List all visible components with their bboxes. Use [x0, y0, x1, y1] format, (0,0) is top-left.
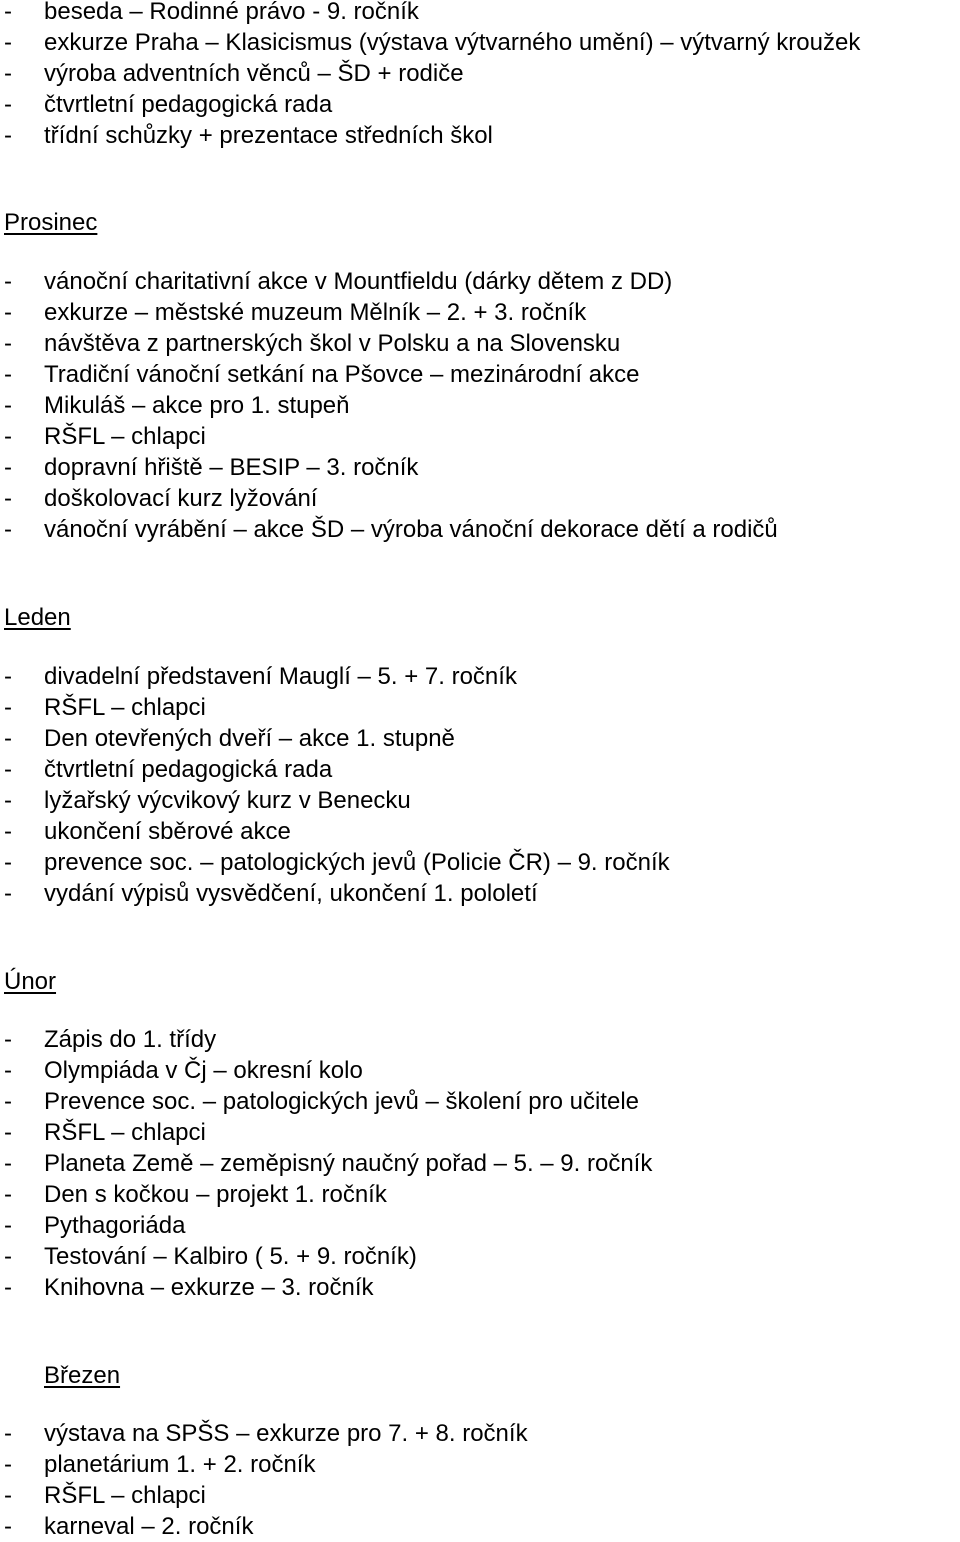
list-item-text: návštěva z partnerských škol v Polsku a na Slovensku — [44, 330, 621, 357]
list-item-text: RŠFL – chlapci — [44, 694, 206, 721]
list-item-text: exkurze – městské muzeum Mělník – 2. + 3. ročník — [44, 299, 587, 326]
list-item-text: ukončení sběrové akce — [44, 818, 291, 845]
section-heading-unor: Únor — [4, 968, 57, 995]
list-item-text: lyžařský výcvikový kurz v Benecku — [44, 787, 411, 814]
list-item-text: divadelní představení Mauglí – 5. + 7. ročník — [44, 663, 517, 690]
list-item-text: Den otevřených dveří – akce 1. stupně — [44, 725, 455, 752]
bullet-dash: - — [4, 694, 12, 721]
bullet-dash: - — [4, 1482, 12, 1509]
list-item-text: Prevence soc. – patologických jevů – školení pro učitele — [44, 1088, 639, 1115]
bullet-dash: - — [4, 361, 12, 388]
list-item-text: Knihovna – exkurze – 3. ročník — [44, 1274, 374, 1301]
list-item-text: vánoční vyrábění – akce ŠD – výroba vánoční dekorace dětí a rodičů — [44, 516, 778, 543]
list-item-text: beseda – Rodinné právo - 9. ročník — [44, 0, 419, 25]
list-item-text: výstava na SPŠS – exkurze pro 7. + 8. ročník — [44, 1420, 528, 1447]
bullet-dash: - — [4, 725, 12, 752]
list-item-text: Testování – Kalbiro ( 5. + 9. ročník) — [44, 1243, 417, 1270]
section-heading-brezen: Březen — [44, 1362, 121, 1389]
bullet-dash: - — [4, 392, 12, 419]
list-item-text: výroba adventních věnců – ŠD + rodiče — [44, 60, 464, 87]
list-item-text: RŠFL – chlapci — [44, 1482, 206, 1509]
bullet-dash: - — [4, 330, 12, 357]
bullet-dash: - — [4, 756, 12, 783]
bullet-dash: - — [4, 1181, 12, 1208]
bullet-dash: - — [4, 1243, 12, 1270]
bullet-dash: - — [4, 299, 12, 326]
bullet-dash: - — [4, 122, 12, 149]
list-item-text: Planeta Země – zeměpisný naučný pořad – 5. – 9. ročník — [44, 1150, 653, 1177]
bullet-dash: - — [4, 423, 12, 450]
bullet-dash: - — [4, 880, 12, 907]
list-item-text: exkurze Praha – Klasicismus (výstava výtvarného umění) – výtvarný kroužek — [44, 29, 861, 56]
list-item-text: vydání výpisů vysvědčení, ukončení 1. pololetí — [44, 880, 538, 907]
bullet-dash: - — [4, 0, 12, 25]
list-item-text: prevence soc. – patologických jevů (Policie ČR) – 9. ročník — [44, 849, 670, 876]
section-heading-prosinec: Prosinec — [4, 209, 98, 236]
list-item-text: Olympiáda v Čj – okresní kolo — [44, 1057, 363, 1084]
section-heading-leden: Leden — [4, 604, 71, 631]
list-item-text: Mikuláš – akce pro 1. stupeň — [44, 392, 350, 419]
list-item-text: RŠFL – chlapci — [44, 423, 206, 450]
bullet-dash: - — [4, 663, 12, 690]
bullet-dash: - — [4, 60, 12, 87]
bullet-dash: - — [4, 29, 12, 56]
list-item-text: Pythagoriáda — [44, 1212, 186, 1239]
bullet-dash: - — [4, 268, 12, 295]
bullet-dash: - — [4, 1150, 12, 1177]
bullet-dash: - — [4, 1026, 12, 1053]
list-item-text: Den s kočkou – projekt 1. ročník — [44, 1181, 387, 1208]
list-item-text: třídní schůzky + prezentace středních škol — [44, 122, 493, 149]
bullet-dash: - — [4, 91, 12, 118]
list-item-text: Zápis do 1. třídy — [44, 1026, 217, 1053]
list-item-text: čtvrtletní pedagogická rada — [44, 756, 333, 783]
list-item-text: Tradiční vánoční setkání na Pšovce – mezinárodní akce — [44, 361, 640, 388]
bullet-dash: - — [4, 1451, 12, 1478]
bullet-dash: - — [4, 1119, 12, 1146]
bullet-dash: - — [4, 1420, 12, 1447]
list-item-text: RŠFL – chlapci — [44, 1119, 206, 1146]
bullet-dash: - — [4, 1212, 12, 1239]
bullet-dash: - — [4, 454, 12, 481]
bullet-dash: - — [4, 1088, 12, 1115]
list-item-text: doškolovací kurz lyžování — [44, 485, 318, 512]
list-item-text: planetárium 1. + 2. ročník — [44, 1451, 316, 1478]
bullet-dash: - — [4, 849, 12, 876]
list-item-text: vánoční charitativní akce v Mountfieldu (dárky dětem z DD) — [44, 268, 673, 295]
bullet-dash: - — [4, 485, 12, 512]
list-item-text: čtvrtletní pedagogická rada — [44, 91, 333, 118]
bullet-dash: - — [4, 1274, 12, 1301]
list-item-text: karneval – 2. ročník — [44, 1513, 254, 1540]
bullet-dash: - — [4, 1513, 12, 1540]
bullet-dash: - — [4, 516, 12, 543]
bullet-dash: - — [4, 1057, 12, 1084]
list-item-text: dopravní hřiště – BESIP – 3. ročník — [44, 454, 419, 481]
bullet-dash: - — [4, 818, 12, 845]
bullet-dash: - — [4, 787, 12, 814]
